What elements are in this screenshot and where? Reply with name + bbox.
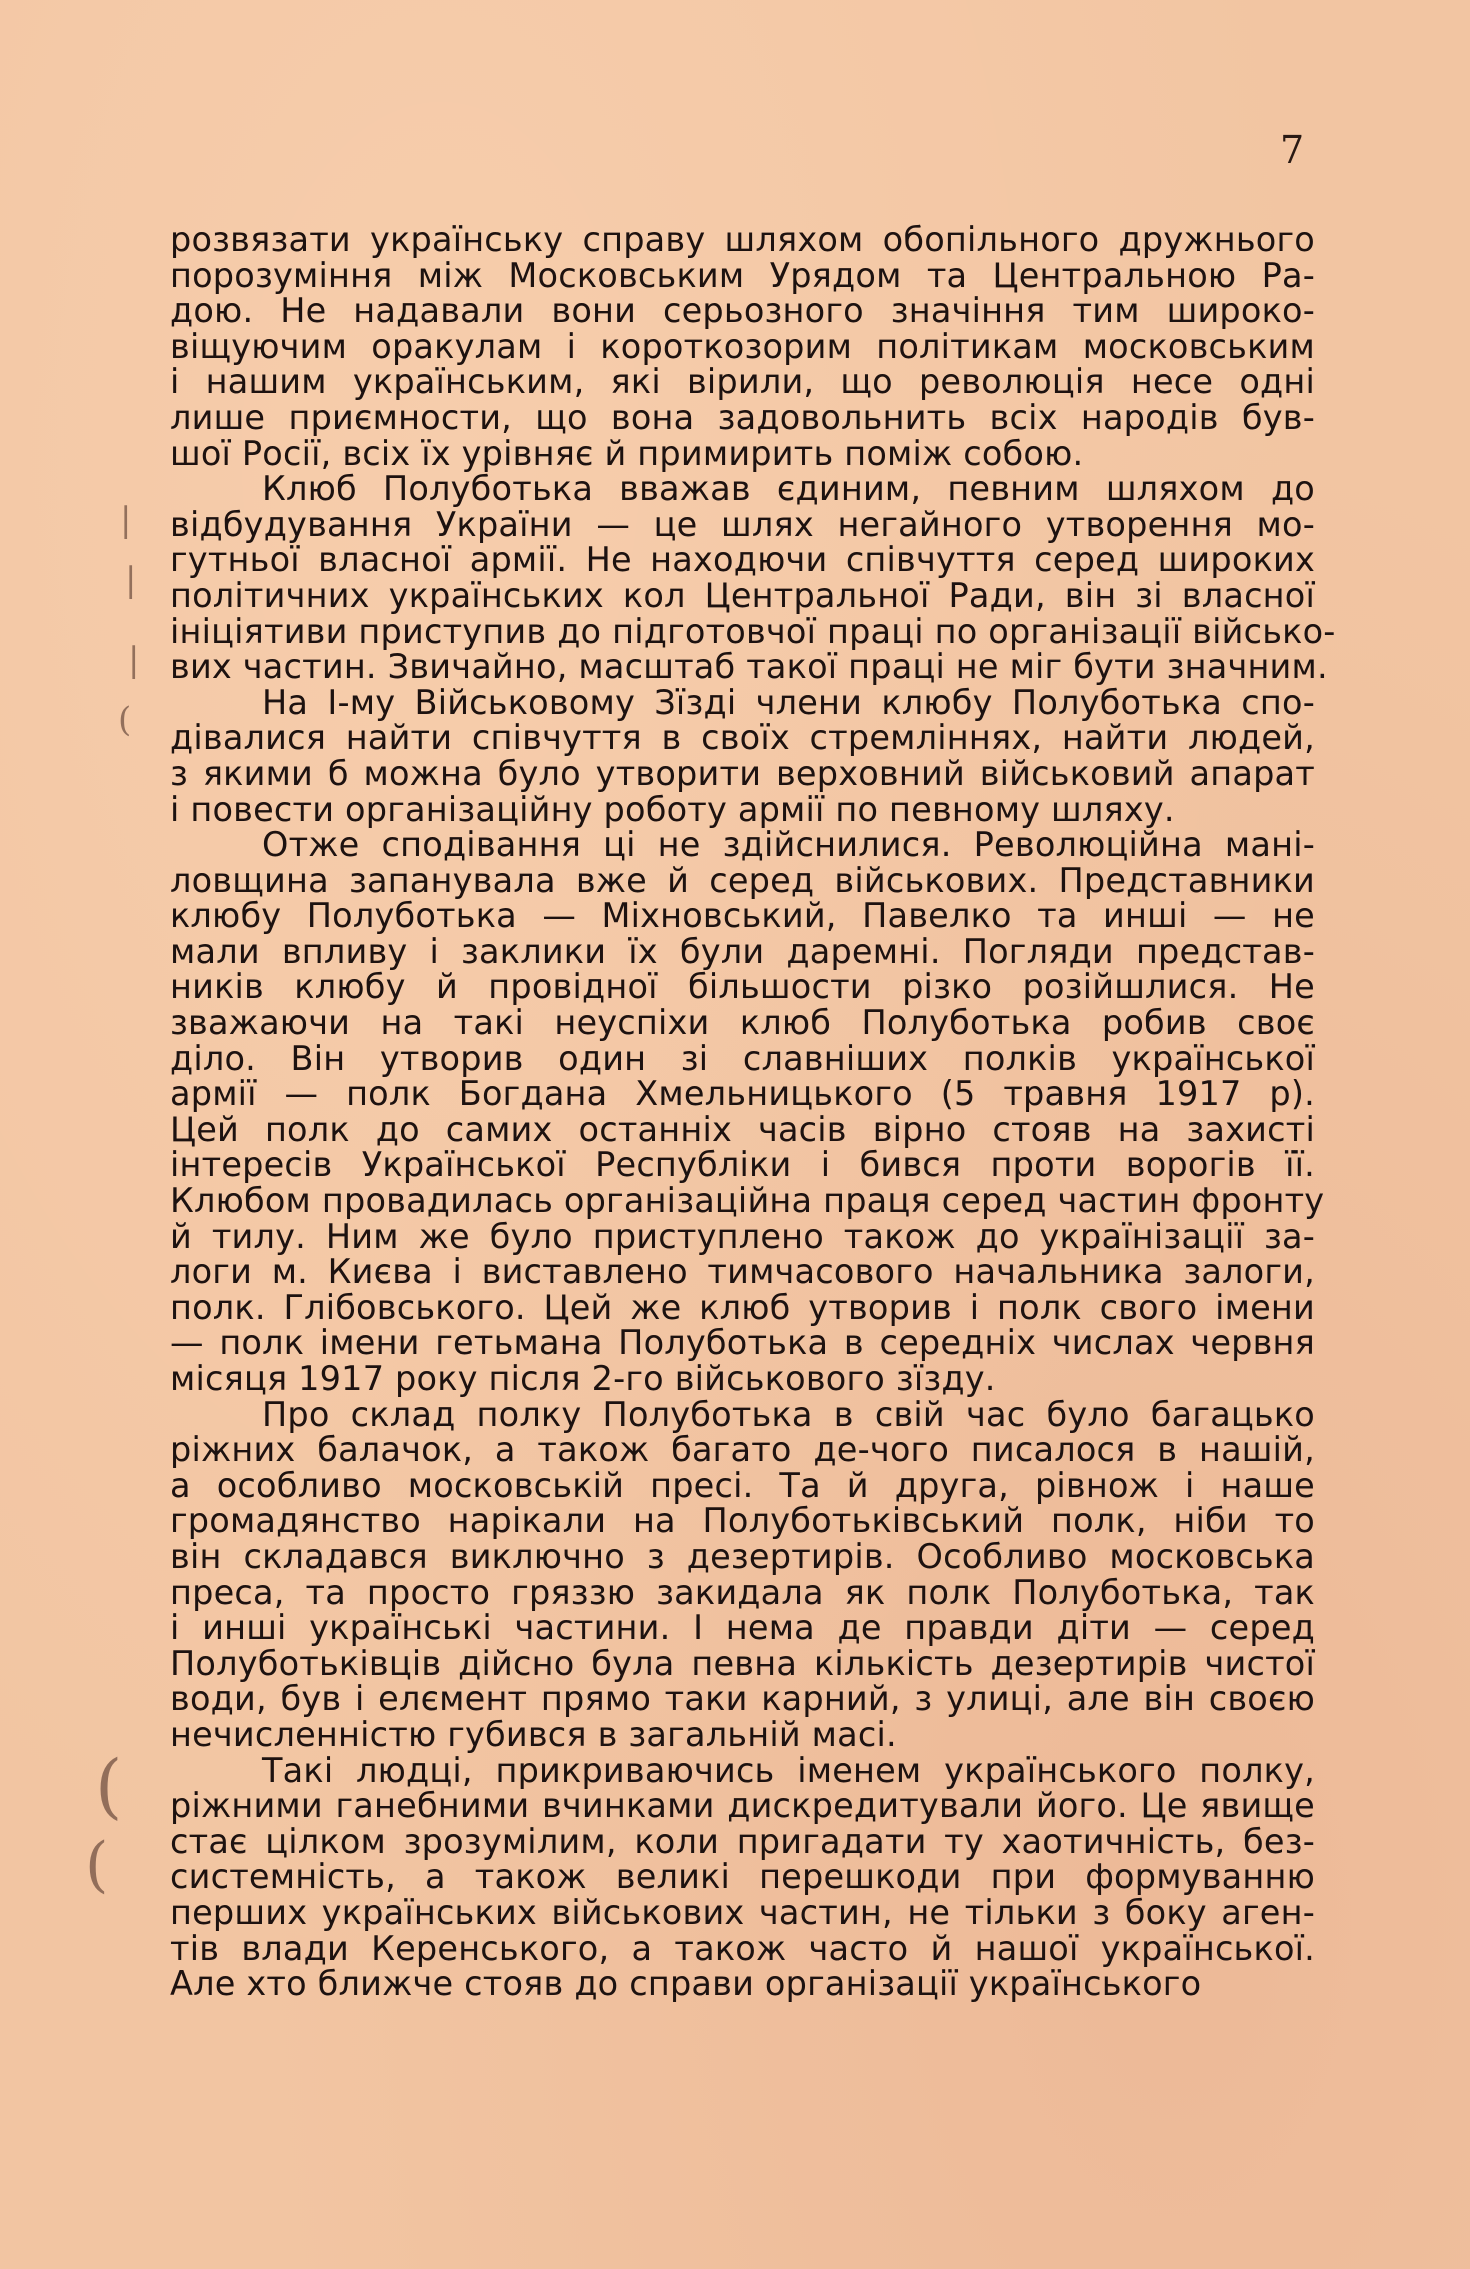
text-line: розвязати українську справу шляхом обопільного дружнього bbox=[170, 220, 1315, 259]
text-line: Такі людці, прикриваючись іменем українського полку, bbox=[262, 1750, 1315, 1790]
text-line: діло. Він утворив один зі славніших полків української bbox=[170, 1038, 1315, 1078]
margin-pencil-mark: ( bbox=[118, 700, 132, 740]
text-line: з якими б можна було утворити верховний військовий апарат bbox=[170, 753, 1315, 793]
text-line: Але хто ближче стояв до справи організації українського bbox=[170, 1964, 1202, 2004]
text-line: Клюбом провадилась організаційна праця серед частин фронту bbox=[170, 1181, 1325, 1221]
body-text bbox=[170, 220, 1336, 2004]
text-line: а особливо московській пресі. Та й друга, рівнож і наше bbox=[170, 1465, 1315, 1505]
text-line: преса, та просто гряззю закидала як полк Полуботька, так bbox=[170, 1572, 1315, 1612]
text-line: віщуючим оракулам і короткозорим політикам московським bbox=[170, 326, 1315, 366]
text-line: клюбу Полуботька — Міхновський, Павелко та инші — не bbox=[170, 896, 1315, 936]
text-line: Цей полк до самих останніх часів вірно стояв на захисті bbox=[170, 1109, 1315, 1149]
text-line: дою. Не надавали вони серьозного значіння тим широко- bbox=[170, 291, 1315, 331]
paragraph bbox=[170, 1394, 1315, 1754]
text-line: інтересів Української Республіки і бився проти ворогів її. bbox=[170, 1145, 1315, 1185]
text-line: армії — полк Богдана Хмельницького (5 травня 1917 р). bbox=[170, 1074, 1315, 1114]
paragraph bbox=[170, 222, 1315, 471]
text-line: й тилу. Ним же було приступлено також до українізації за- bbox=[170, 1216, 1315, 1256]
text-line: і инші українські частини. І нема де правди діти — серед bbox=[170, 1608, 1315, 1648]
text-line: стає цілком зрозумілим, коли пригадати ту хаотичність, без- bbox=[170, 1821, 1315, 1861]
paragraph bbox=[170, 682, 1315, 829]
text-line: води, був і елємент прямо таки карний, з улиці, але він своєю bbox=[170, 1679, 1315, 1719]
text-line: лише приємности, що вона задовольнить всіх народів був- bbox=[170, 397, 1315, 437]
text-line: громадянство нарікали на Полуботьківський полк, ніби то bbox=[170, 1501, 1315, 1541]
text-line: нечисленністю губився в загальній масі. bbox=[170, 1714, 897, 1754]
text-line: Клюб Полуботька вважав єдиним, певним шляхом до bbox=[262, 469, 1315, 509]
text-line: Полуботьківців дійсно була певна кількість дезертирів чистої bbox=[170, 1643, 1315, 1683]
text-line: політичних українських кол Центральної Ради, він зі власної bbox=[170, 575, 1315, 615]
text-line: ріжними ганебними вчинками дискредитували його. Це явище bbox=[170, 1786, 1315, 1826]
text-line: мали впливу і заклики їх були даремні. Погляди представ- bbox=[170, 931, 1315, 971]
text-line: полк. Глібовського. Цей же клюб утворив і полк свого імени bbox=[170, 1287, 1315, 1327]
text-line: відбудування України — це шлях негайного утворення мо- bbox=[170, 504, 1315, 544]
text-line: ників клюбу й провідної більшости різко розійшлися. Не bbox=[170, 967, 1315, 1007]
paragraph bbox=[170, 1750, 1315, 2004]
text-line: Про склад полку Полуботька в свій час було багацько bbox=[262, 1394, 1315, 1434]
text-line: Отже сподівання ці не здійснилися. Революційна мані- bbox=[262, 825, 1315, 865]
text-line: і повести організаційну роботу армії по певному шляху. bbox=[170, 789, 1175, 829]
text-line: гутньої власної армії. Не находючи співчуття серед широких bbox=[170, 540, 1315, 580]
text-line: шої Росії, всіх їх урівняє й примирить поміж собою. bbox=[170, 433, 1084, 473]
text-line: дівалися найти співчуття в своїх стремліннях, найти людей, bbox=[170, 718, 1315, 758]
text-line: — полк імени гетьмана Полуботька в середніх числах червня bbox=[170, 1323, 1315, 1363]
margin-pencil-mark: | bbox=[120, 500, 132, 540]
text-line: і нашим українським, які вірили, що революція несе одні bbox=[170, 362, 1315, 402]
paragraph bbox=[170, 825, 1325, 1398]
text-line: він складався виключно з дезертирів. Особливо московська bbox=[170, 1536, 1315, 1576]
margin-pencil-mark: | bbox=[128, 640, 140, 680]
text-line: логи м. Києва і виставлено тимчасового начальника залоги, bbox=[170, 1252, 1315, 1292]
margin-pencil-mark: ( bbox=[95, 1745, 123, 1827]
paragraph bbox=[170, 469, 1336, 687]
text-line: ініціятиви приступив до підготовчої праці по організації військо- bbox=[170, 611, 1336, 651]
page-number: 7 bbox=[1280, 128, 1305, 172]
text-line: місяця 1917 року після 2-го військового зїзду. bbox=[170, 1359, 996, 1398]
text-line: тів влади Керенського, а також часто й нашої української. bbox=[170, 1928, 1315, 1968]
margin-pencil-mark: ( bbox=[85, 1830, 109, 1900]
text-line: На І-му Військовому Зїзді члени клюбу Полуботька спо- bbox=[262, 682, 1315, 722]
text-line: системність, а також великі перешкоди при формуванню bbox=[170, 1857, 1315, 1897]
text-line: ловщина запанувала вже й серед військових. Представники bbox=[170, 860, 1315, 900]
text-line: вих частин. Звичайно, масштаб такої праці не міг бути значним. bbox=[170, 647, 1328, 687]
margin-pencil-mark: | bbox=[125, 560, 137, 600]
text-line: ріжних балачок, а також багато де-чого писалося в нашій, bbox=[170, 1430, 1315, 1470]
text-line: перших українських військових частин, не тільки з боку аген- bbox=[170, 1892, 1315, 1932]
text-line: зважаючи на такі неуспіхи клюб Полуботька робив своє bbox=[170, 1003, 1315, 1043]
text-line: порозуміння між Московським Урядом та Центральною Ра- bbox=[170, 255, 1315, 295]
